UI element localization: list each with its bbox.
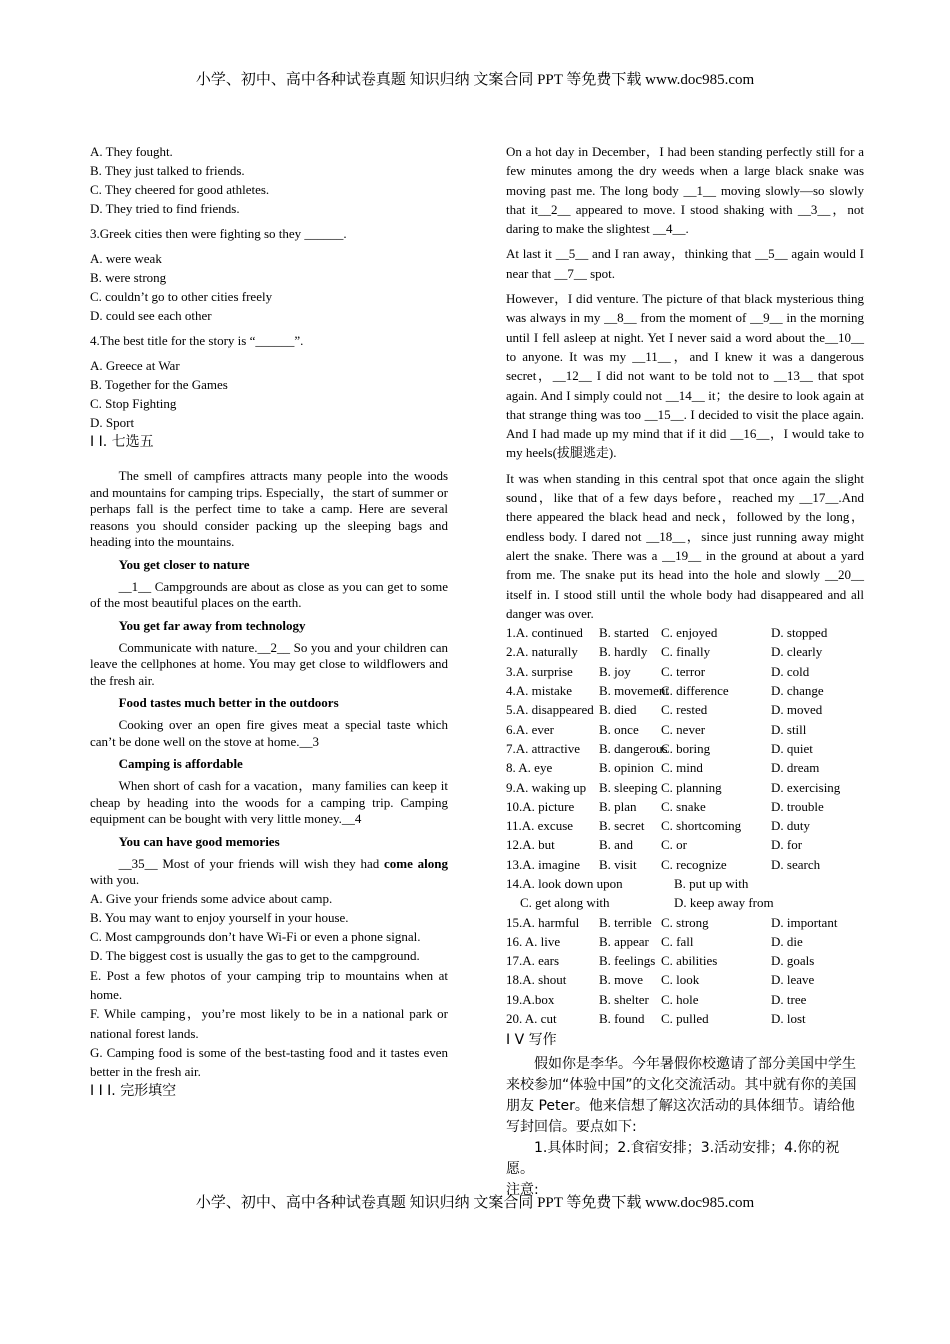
option-a: 4.A. mistake bbox=[506, 683, 573, 699]
option-a: 7.A. attractive bbox=[506, 740, 580, 756]
q4-options bbox=[90, 356, 448, 432]
option-b: B. joy bbox=[599, 663, 631, 679]
option-a: 5.A. disappeared bbox=[506, 702, 594, 718]
choice-item: B. You may want to enjoy yourself in your house. bbox=[90, 909, 349, 925]
cloze-paragraph-1: On a hot day in December，I had been standing perfectly still for a few minutes among the dry weeds when a large black snake was moving past me. The long body __1__ moving slowly—so slowly that it__2__ appeared to move. I stood shaking with __3__，not daring to make the slightest __4__. bbox=[506, 144, 864, 237]
option-row bbox=[506, 739, 864, 758]
option-b: B. terrible bbox=[599, 914, 652, 930]
option-a: 15.A. harmful bbox=[506, 914, 580, 930]
option-c: C. pulled bbox=[661, 1011, 709, 1027]
option-row bbox=[506, 681, 864, 700]
option-d: D. lost bbox=[771, 1011, 806, 1027]
option-row bbox=[506, 623, 864, 642]
option-c: C. or bbox=[661, 837, 687, 853]
option-a: 3.A. surprise bbox=[506, 663, 573, 679]
option-b: B. sleeping bbox=[599, 779, 658, 795]
option-a: 9.A. waking up bbox=[506, 779, 587, 795]
option-b: B. secret bbox=[599, 818, 645, 834]
option-d: D. trouble bbox=[771, 798, 824, 814]
option-c: C. planning bbox=[661, 779, 722, 795]
cloze-paragraph-3: However，I did venture. The picture of that black mysterious thing was always in my __8__ from the moment of __9__ in the morning until I fell asleep at night. Yet I never said a word about the__10__ to anyone. It was my __11__，and I knew it was a dangerous secret，__12__ I did not want to be told not to __13__ that spot again. And I simply could not __14__ it；the desire to look again at that strange thing was too __15__. I decided to visit the place again. And I had made up my mind that if it did __16__，I would take to my heels(拔腿逃走). bbox=[506, 291, 864, 461]
passage-affordable: When short of cash for a vacation，many families can keep it cheap by heading into the woods for a camping trip. Camping equipment can be bought with very little money.__4 bbox=[90, 778, 448, 826]
page-footer: 小学、初中、高中各种试卷真题 知识归纳 文案合同 PPT 等免费下载 www.doc985.com bbox=[195, 1195, 755, 1211]
option-d: D. clearly bbox=[771, 644, 823, 660]
option-a: 1.A. continued bbox=[506, 625, 583, 641]
option-row bbox=[506, 951, 864, 970]
option-b: B. movement bbox=[599, 683, 670, 699]
q4-option: D. Sport bbox=[90, 415, 135, 430]
option-c: C. finally bbox=[661, 644, 711, 660]
option-a: 14.A. look down upon bbox=[506, 875, 623, 891]
passage-food: Cooking over an open fire gives meat a special taste which can’t be done well on the stove at home.__3 bbox=[90, 717, 448, 749]
option-d: D. cold bbox=[771, 663, 810, 679]
option-d: D. keep away from bbox=[674, 895, 774, 911]
option-row bbox=[506, 1009, 864, 1028]
option-row bbox=[506, 932, 864, 951]
option-b: B. visit bbox=[599, 856, 637, 872]
option-row bbox=[506, 642, 864, 661]
option-d: D. stopped bbox=[771, 625, 828, 641]
option-d: D. duty bbox=[771, 818, 810, 834]
passage-memories bbox=[90, 856, 448, 889]
writing-prompt: 假如你是李华。今年暑假你校邀请了部分美国中学生来校参加“体验中国”的文化交流活动。其中就有你的美国朋友 Peter。他来信想了解这次活动的具体细节。请给他写封回信。要点如下: bbox=[506, 1056, 857, 1136]
section-heading-writing: I V 写作 bbox=[506, 1032, 557, 1049]
option-b: B. feelings bbox=[599, 953, 656, 969]
option-row bbox=[506, 797, 864, 816]
option-row bbox=[506, 970, 864, 989]
option-b: B. shelter bbox=[599, 991, 649, 1007]
option-d: D. search bbox=[771, 856, 821, 872]
option-c: C. difference bbox=[661, 683, 729, 699]
cloze-options bbox=[506, 623, 864, 1028]
option-c: C. recognize bbox=[661, 856, 727, 872]
option-b: B. hardly bbox=[599, 644, 648, 660]
question-3: 3.Greek cities then were fighting so they ______. bbox=[90, 226, 347, 241]
option-c: C. look bbox=[661, 972, 700, 988]
option-a: 16. A. live bbox=[506, 933, 561, 949]
option-d: D. tree bbox=[771, 991, 807, 1007]
q2-option: D. They tried to find friends. bbox=[90, 201, 240, 216]
passage-nature: __1__ Campgrounds are about as close as you can get to some of the most beautiful places on the earth. bbox=[90, 578, 448, 610]
q3-option: D. could see each other bbox=[90, 308, 212, 323]
q2-option: B. They just talked to friends. bbox=[90, 163, 245, 178]
q3-option: A. were weak bbox=[90, 251, 162, 266]
option-b: B. dangerous bbox=[599, 740, 668, 756]
option-a: 18.A. shout bbox=[506, 972, 567, 988]
option-row bbox=[506, 855, 864, 874]
option-c: C. strong bbox=[661, 914, 709, 930]
q4-option: C. Stop Fighting bbox=[90, 396, 177, 411]
option-d: D. change bbox=[771, 683, 824, 699]
choice-item: G. Camping food is some of the best-tasting food and it tastes even better in the fresh air. bbox=[90, 1044, 448, 1080]
choice-list bbox=[90, 889, 448, 1082]
subheading-nature: You get closer to nature bbox=[118, 556, 250, 572]
option-b: B. and bbox=[599, 837, 633, 853]
subheading-technology: You get far away from technology bbox=[118, 617, 306, 633]
option-a: 8. A. eye bbox=[506, 760, 553, 776]
option-c: C. enjoyed bbox=[661, 625, 718, 641]
choice-item: E. Post a few photos of your camping trip to mountains when at home. bbox=[90, 967, 448, 1002]
option-d: D. leave bbox=[771, 972, 815, 988]
option-c: C. abilities bbox=[661, 953, 718, 969]
question-4: 4.The best title for the story is “______”. bbox=[90, 333, 304, 348]
option-d: D. moved bbox=[771, 702, 823, 718]
option-c: C. snake bbox=[661, 798, 706, 814]
option-d: D. exercising bbox=[771, 779, 841, 795]
q4-option: A. Greece at War bbox=[90, 358, 180, 373]
option-c: C. boring bbox=[661, 740, 711, 756]
passage-technology: Communicate with nature.__2__ So you and your children can leave the cellphones at home. You may get close to wildflowers and the fresh air. bbox=[90, 639, 448, 688]
option-row bbox=[506, 720, 864, 739]
option-a: 20. A. cut bbox=[506, 1011, 557, 1027]
option-c: C. fall bbox=[661, 933, 694, 949]
option-b: B. opinion bbox=[599, 760, 654, 776]
passage-intro: The smell of campfires attracts many people into the woods and mountains for camping trips. Especially，the start of summer or perhaps fall is the perfect time to take a camp. Here are several reasons you should consider packing up the sleeping bags and heading into the mountains. bbox=[90, 468, 448, 549]
option-c: C. rested bbox=[661, 702, 708, 718]
option-d: D. goals bbox=[771, 953, 815, 969]
option-row bbox=[506, 913, 864, 932]
option-row bbox=[506, 662, 864, 681]
q4-option: B. Together for the Games bbox=[90, 377, 228, 392]
passage-memories-text: __35__ Most of your friends will wish they had bbox=[118, 855, 385, 871]
option-row-14b bbox=[506, 893, 864, 912]
option-c: C. never bbox=[661, 721, 706, 737]
q3-options bbox=[90, 249, 448, 325]
option-b: B. appear bbox=[599, 933, 649, 949]
option-a: 6.A. ever bbox=[506, 721, 555, 737]
option-a: 19.A.box bbox=[506, 991, 555, 1007]
writing-points: 1.具体时间；2.食宿安排；3.活动安排；4.你的祝愿。 bbox=[506, 1140, 840, 1178]
option-a: 12.A. but bbox=[506, 837, 555, 853]
option-c: C. terror bbox=[661, 663, 706, 679]
option-row bbox=[506, 778, 864, 797]
option-b: B. move bbox=[599, 972, 644, 988]
cloze-paragraph-4: It was when standing in this central spot that once again the slight sound，like that of a few days before，reached my __17__.And there appeared the black head and neck，followed by the long，endless body. I dared not __18__，since just running away might alert the snake. There was a __19__ in the ground at about a yard from me. The snake put its head into the hole and slowly __20__ itself in. I stood still until the whole body had disappeared and all danger was over. bbox=[506, 470, 864, 621]
option-row bbox=[506, 816, 864, 835]
q2-option: A. They fought. bbox=[90, 144, 173, 159]
section-heading-cloze: I I I. 完形填空 bbox=[90, 1083, 177, 1100]
option-a: 10.A. picture bbox=[506, 798, 575, 814]
option-d: D. quiet bbox=[771, 740, 813, 756]
option-a: 2.A. naturally bbox=[506, 644, 578, 660]
choice-item: C. Most campgrounds don’t have Wi-Fi or even a phone signal. bbox=[90, 929, 421, 945]
option-b: B. put up with bbox=[674, 875, 749, 891]
q3-option: B. were strong bbox=[90, 270, 167, 285]
option-d: D. die bbox=[771, 933, 803, 949]
option-c: C. get along with bbox=[520, 895, 610, 911]
option-b: B. found bbox=[599, 1011, 645, 1027]
option-d: D. for bbox=[771, 837, 803, 853]
choice-item: D. The biggest cost is usually the gas to get to the campground. bbox=[90, 948, 420, 964]
bold-phrase: come along bbox=[384, 855, 449, 871]
option-d: D. still bbox=[771, 721, 807, 737]
option-d: D. important bbox=[771, 914, 838, 930]
option-b: B. once bbox=[599, 721, 639, 737]
right-column bbox=[506, 142, 864, 1201]
cloze-paragraph-2: At last it __5__ and I ran away，thinking that __5__ again would I near that __7__ spot. bbox=[506, 246, 864, 281]
option-b: B. plan bbox=[599, 798, 637, 814]
option-d: D. dream bbox=[771, 760, 820, 776]
q3-option: C. couldn’t go to other cities freely bbox=[90, 289, 273, 304]
subheading-affordable: Camping is affordable bbox=[118, 756, 243, 771]
option-a: 17.A. ears bbox=[506, 953, 560, 969]
option-c: C. shortcoming bbox=[661, 818, 742, 834]
section-heading-seven-choose-five: I I. 七选五 bbox=[90, 434, 154, 450]
option-b: B. started bbox=[599, 625, 649, 641]
page-header: 小学、初中、高中各种试卷真题 知识归纳 文案合同 PPT 等免费下载 www.doc985.com bbox=[195, 72, 755, 88]
option-row bbox=[506, 835, 864, 854]
option-a: 11.A. excuse bbox=[506, 818, 574, 834]
option-c: C. mind bbox=[661, 760, 703, 776]
subheading-food: Food tastes much better in the outdoors bbox=[118, 695, 339, 710]
option-a: 13.A. imagine bbox=[506, 856, 581, 872]
option-row-14 bbox=[506, 874, 864, 893]
option-row bbox=[506, 700, 864, 719]
option-row bbox=[506, 758, 864, 777]
writing-note: 注意: bbox=[506, 1182, 539, 1199]
choice-item: A. Give your friends some advice about camp. bbox=[90, 890, 333, 906]
q2-option: C. They cheered for good athletes. bbox=[90, 182, 270, 197]
choice-item: F. While camping，you’re most likely to be in a national park or national forest lands. bbox=[90, 1006, 448, 1041]
option-row bbox=[506, 990, 864, 1009]
option-c: C. hole bbox=[661, 991, 699, 1007]
subheading-memories: You can have good memories bbox=[118, 833, 280, 849]
passage-memories-tail: with you. bbox=[90, 872, 140, 887]
q2-options bbox=[90, 142, 448, 218]
option-b: B. died bbox=[599, 702, 637, 718]
left-column bbox=[90, 142, 448, 1101]
